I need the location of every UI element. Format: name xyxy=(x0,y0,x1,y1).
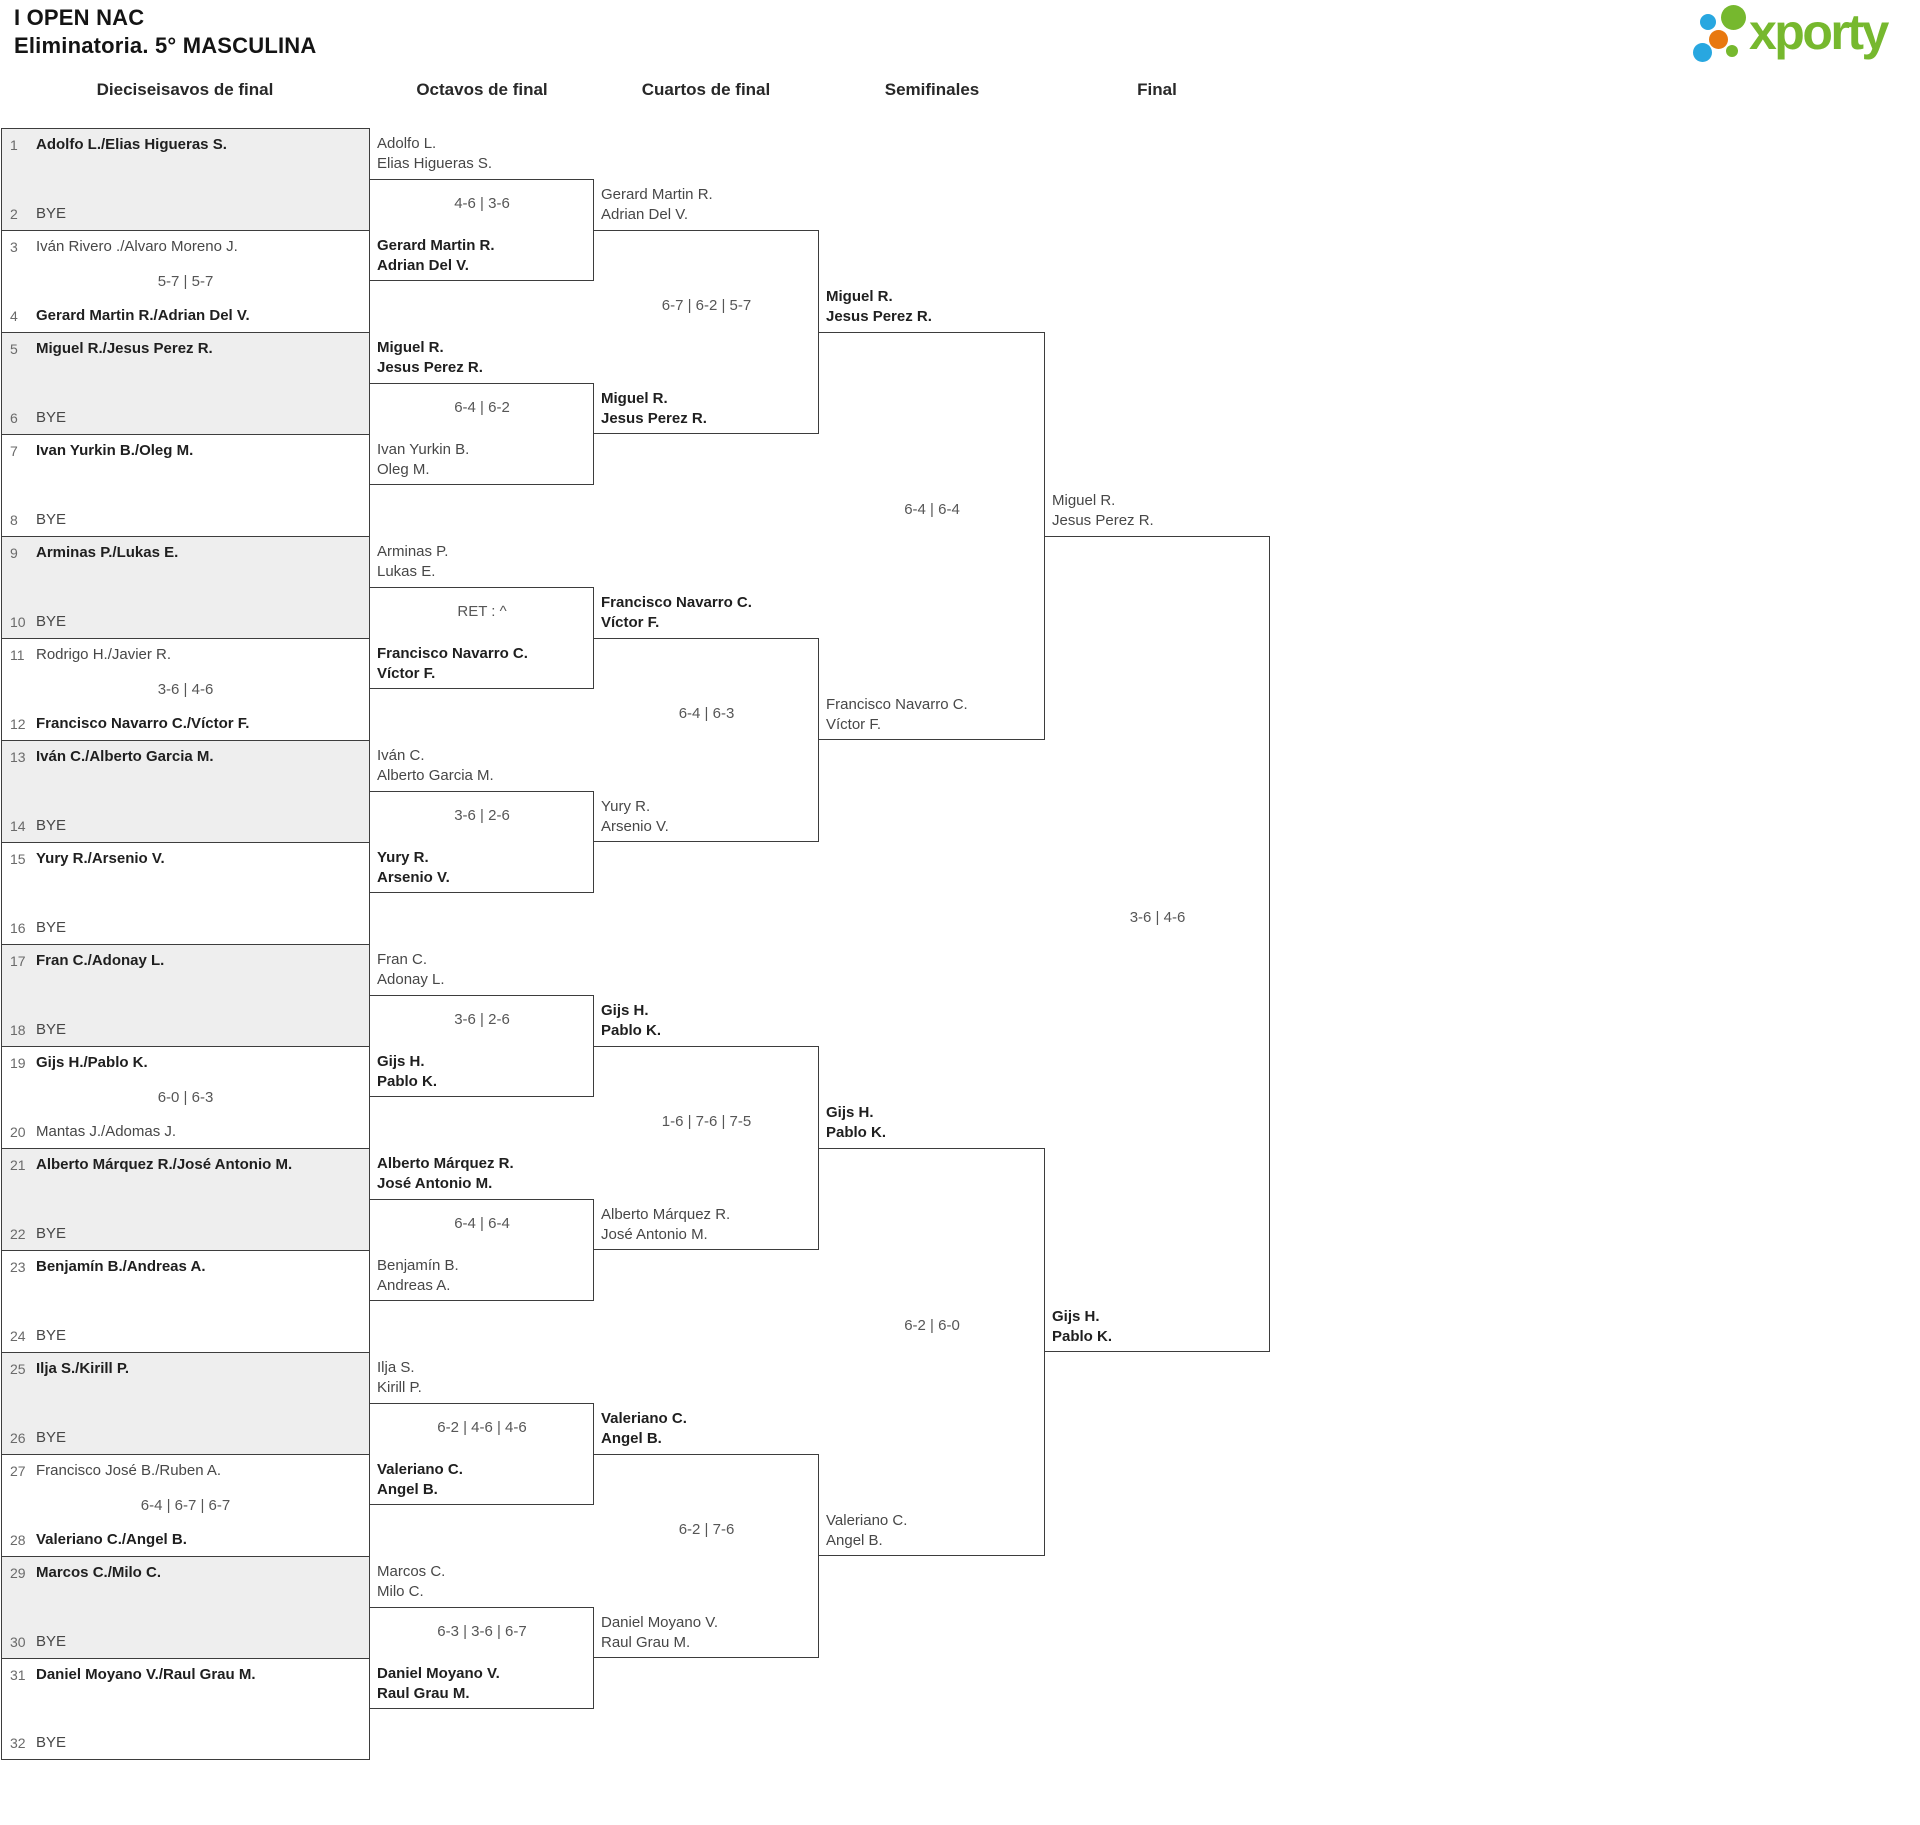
participant-name xyxy=(601,1001,661,1041)
participant-name-line: Oleg M. xyxy=(377,461,430,478)
seed-number: 13 xyxy=(10,749,26,765)
participant-name-line: José Antonio M. xyxy=(377,1175,493,1192)
bracket-slot xyxy=(10,306,361,326)
seed-number: 10 xyxy=(10,614,26,630)
match-score: 3-6 | 4-6 xyxy=(157,680,214,698)
participant-name xyxy=(377,746,494,786)
seed-number: 23 xyxy=(10,1259,26,1275)
participant-name: Mantas J./Adomas J. xyxy=(36,1123,177,1140)
participant-name xyxy=(601,1205,730,1245)
match-box xyxy=(1,1250,370,1352)
participant-name xyxy=(377,1562,445,1602)
participant-name xyxy=(377,542,448,582)
participant-name: Adolfo L./Elias Higueras S. xyxy=(36,136,227,153)
participant-name-line: Alberto Garcia M. xyxy=(377,767,494,784)
participant-name-line: Marcos C. xyxy=(377,1563,446,1580)
participant-name-line: Pablo K. xyxy=(826,1124,887,1141)
participant-name-line: Kirill P. xyxy=(377,1379,422,1396)
seed-number: 16 xyxy=(10,920,26,936)
participant-bye: BYE xyxy=(36,613,67,630)
participant-name: Ilja S./Kirill P. xyxy=(36,1360,130,1377)
match-score: 3-6 | 2-6 xyxy=(454,807,510,824)
seed-number: 12 xyxy=(10,716,26,732)
participant-name xyxy=(377,1052,437,1092)
bracket-slot xyxy=(10,510,361,530)
participant-name xyxy=(377,1358,422,1398)
participant-bye: BYE xyxy=(36,205,67,222)
participant-name: Gijs H./Pablo K. xyxy=(36,1054,148,1071)
participant-name-line: Pablo K. xyxy=(377,1073,438,1090)
bracket-slot xyxy=(10,951,361,971)
seed-number: 27 xyxy=(10,1463,26,1479)
participant-name-line: Arsenio V. xyxy=(601,818,669,835)
participant-name-line: Gijs H. xyxy=(826,1104,874,1121)
bracket-slot xyxy=(10,1359,361,1379)
seed-number: 4 xyxy=(10,308,18,324)
participant-name-line: Jesus Perez R. xyxy=(1052,512,1154,529)
participant-name xyxy=(377,848,450,888)
seed-number: 26 xyxy=(10,1430,26,1446)
match-score: 6-2 | 7-6 xyxy=(678,1521,735,1538)
match-score: 3-6 | 2-6 xyxy=(454,1011,510,1028)
seed-number: 8 xyxy=(10,512,18,528)
participant-name xyxy=(377,440,469,480)
participant-name: Fran C./Adonay L. xyxy=(36,952,165,969)
participant-bye: BYE xyxy=(36,817,67,834)
participant-name xyxy=(601,797,669,837)
seed-number: 30 xyxy=(10,1634,26,1650)
participant-name-line: Adrian Del V. xyxy=(601,206,688,223)
participant-name-line: Gijs H. xyxy=(601,1002,649,1019)
match-box xyxy=(1,1658,370,1760)
participant-bye: BYE xyxy=(36,919,67,936)
seed-number: 1 xyxy=(10,137,18,153)
participant-name-line: Pablo K. xyxy=(1052,1328,1113,1345)
match-box xyxy=(1,1556,370,1658)
bracket-slot xyxy=(10,1053,361,1073)
seed-number: 19 xyxy=(10,1055,26,1071)
match-score: 6-2 | 6-0 xyxy=(904,1317,960,1334)
seed-number: 5 xyxy=(10,341,18,357)
bracket-slot xyxy=(10,1326,361,1346)
participant-bye: BYE xyxy=(36,1327,67,1344)
bracket-slot xyxy=(10,204,361,224)
participant-name xyxy=(601,389,707,429)
seed-number: 18 xyxy=(10,1022,26,1038)
participant-name-line: Iván C. xyxy=(377,747,425,764)
match-score: 6-0 | 6-3 xyxy=(157,1088,214,1106)
participant-name: Alberto Márquez R./José Antonio M. xyxy=(36,1156,293,1173)
participant-name-line: Angel B. xyxy=(826,1532,883,1549)
participant-name: Gerard Martin R./Adrian Del V. xyxy=(36,307,250,324)
match-score: 4-6 | 3-6 xyxy=(454,195,510,212)
participant-name-line: Daniel Moyano V. xyxy=(601,1614,719,1631)
bracket-slot xyxy=(10,1665,361,1685)
participant-name: Francisco Navarro C./Víctor F. xyxy=(36,715,250,732)
participant-name-line: Gijs H. xyxy=(1052,1308,1100,1325)
match-box xyxy=(1,1046,370,1148)
round-header: Dieciseisavos de final xyxy=(96,80,274,99)
participant-name xyxy=(826,695,968,735)
participant-name xyxy=(601,1613,718,1653)
bracket-slot xyxy=(10,441,361,461)
participant-name-line: Miguel R. xyxy=(377,339,444,356)
match-score: 6-4 | 6-4 xyxy=(904,501,960,518)
participant-name xyxy=(377,950,445,990)
seed-number: 15 xyxy=(10,851,26,867)
match-box xyxy=(1,536,370,638)
bracket-slot xyxy=(10,1461,361,1481)
participant-name-line: Ilja S. xyxy=(377,1359,415,1376)
participant-name xyxy=(377,1460,463,1500)
bracket-slot xyxy=(10,408,361,428)
match-score: 6-4 | 6-7 | 6-7 xyxy=(140,1496,231,1514)
participant-name-line: Adrian Del V. xyxy=(377,257,469,274)
participant-name: Iván C./Alberto Garcia M. xyxy=(36,748,214,765)
match-box xyxy=(1,1352,370,1454)
match-score: 6-2 | 4-6 | 4-6 xyxy=(437,1419,527,1436)
participant-name: Yury R./Arsenio V. xyxy=(36,850,165,867)
participant-name xyxy=(377,644,528,684)
participant-name xyxy=(601,1409,687,1449)
seed-number: 6 xyxy=(10,410,18,426)
seed-number: 7 xyxy=(10,443,18,459)
match-box xyxy=(1,842,370,944)
bracket-slot xyxy=(10,1155,361,1175)
bracket-slot xyxy=(10,1563,361,1583)
participant-name-line: Gerard Martin R. xyxy=(377,237,495,254)
seed-number: 9 xyxy=(10,545,18,561)
seed-number: 14 xyxy=(10,818,26,834)
match-box xyxy=(1,230,370,332)
participant-name xyxy=(601,593,752,633)
match-box xyxy=(1,638,370,740)
participant-name-line: Miguel R. xyxy=(1052,492,1116,509)
bracket-slot xyxy=(10,1530,361,1550)
participant-name xyxy=(1052,1307,1112,1347)
match-box xyxy=(1,128,370,230)
participant-name-line: Raul Grau M. xyxy=(601,1634,691,1651)
match-box xyxy=(1,1454,370,1556)
seed-number: 29 xyxy=(10,1565,26,1581)
bracket-slot xyxy=(10,849,361,869)
seed-number: 28 xyxy=(10,1532,26,1548)
participant-name-line: Francisco Navarro C. xyxy=(826,696,968,713)
bracket-slot xyxy=(10,747,361,767)
participant-name xyxy=(377,338,483,378)
bracket-subtitle: Eliminatoria. 5° MASCULINA xyxy=(14,33,317,58)
participant-name-line: Francisco Navarro C. xyxy=(377,645,528,662)
participant-bye: BYE xyxy=(36,1734,67,1751)
participant-name: Iván Rivero ./Alvaro Moreno J. xyxy=(36,238,238,255)
match-box xyxy=(1,332,370,434)
participant-name-line: Adolfo L. xyxy=(377,135,437,152)
tournament-name: I OPEN NAC xyxy=(14,5,145,30)
match-score: 6-7 | 6-2 | 5-7 xyxy=(661,297,752,314)
participant-name: Arminas P./Lukas E. xyxy=(36,544,179,561)
bracket-slot xyxy=(10,135,361,155)
match-box xyxy=(1,740,370,842)
bracket-slot xyxy=(10,612,361,632)
seed-number: 31 xyxy=(10,1667,26,1683)
participant-name xyxy=(1052,491,1154,531)
participant-name-line: Valeriano C. xyxy=(601,1410,687,1427)
participant-name xyxy=(826,1511,907,1551)
match-score: 6-3 | 3-6 | 6-7 xyxy=(437,1623,527,1640)
participant-name-line: José Antonio M. xyxy=(601,1226,708,1243)
participant-name: Francisco José B./Ruben A. xyxy=(36,1462,222,1479)
participant-name-line: Lukas E. xyxy=(377,563,436,580)
participant-name-line: Fran C. xyxy=(377,951,428,968)
bracket-slot xyxy=(10,816,361,836)
participant-bye: BYE xyxy=(36,1225,67,1242)
bracket-slot xyxy=(10,714,361,734)
seed-number: 24 xyxy=(10,1328,26,1344)
participant-bye: BYE xyxy=(36,1021,67,1038)
participant-name-line: Raul Grau M. xyxy=(377,1685,470,1702)
seed-number: 20 xyxy=(10,1124,26,1140)
bracket-slot xyxy=(10,645,361,665)
bracket-slot xyxy=(10,1020,361,1040)
match-score: 5-7 | 5-7 xyxy=(157,272,214,290)
match-box xyxy=(1,434,370,536)
participant-name-line: Angel B. xyxy=(377,1481,438,1498)
bracket-slot xyxy=(10,1428,361,1448)
logo-wordmark: xporty xyxy=(1749,4,1887,60)
match-score: 1-6 | 7-6 | 7-5 xyxy=(661,1113,752,1130)
seed-number: 22 xyxy=(10,1226,26,1242)
participant-name-line: Daniel Moyano V. xyxy=(377,1665,500,1682)
match-box xyxy=(1045,536,1270,1352)
participant-bye: BYE xyxy=(36,511,67,528)
participant-name: Benjamín B./Andreas A. xyxy=(36,1258,206,1275)
participant-name-line: Valeriano C. xyxy=(377,1461,463,1478)
participant-name-line: Elias Higueras S. xyxy=(377,155,493,172)
seed-number: 2 xyxy=(10,206,18,222)
bracket-slot xyxy=(10,918,361,938)
participant-name-line: Valeriano C. xyxy=(826,1512,908,1529)
participant-name-line: Gijs H. xyxy=(377,1053,425,1070)
participant-name-line: Víctor F. xyxy=(826,716,882,733)
participant-name-line: Yury R. xyxy=(601,798,651,815)
bracket-slot xyxy=(10,1224,361,1244)
participant-name-line: Víctor F. xyxy=(601,614,660,631)
round-header: Octavos de final xyxy=(416,80,548,99)
participant-name xyxy=(826,1103,886,1143)
participant-name-line: Víctor F. xyxy=(377,665,436,682)
participant-name-line: Arminas P. xyxy=(377,543,449,560)
match-box xyxy=(819,1148,1045,1556)
match-box xyxy=(1,944,370,1046)
participant-bye: BYE xyxy=(36,1429,67,1446)
participant-name-line: Milo C. xyxy=(377,1583,424,1600)
participant-name-line: Jesus Perez R. xyxy=(826,308,932,325)
participant-name-line: Alberto Márquez R. xyxy=(601,1206,731,1223)
match-score: 6-4 | 6-4 xyxy=(454,1215,510,1232)
participant-bye: BYE xyxy=(36,409,67,426)
participant-name-line: Arsenio V. xyxy=(377,869,450,886)
participant-name-line: Miguel R. xyxy=(601,390,668,407)
participant-name-line: Adonay L. xyxy=(377,971,445,988)
seed-number: 32 xyxy=(10,1735,26,1751)
participant-name-line: Benjamín B. xyxy=(377,1257,459,1274)
match-score: 3-6 | 4-6 xyxy=(1129,909,1186,926)
round-header: Cuartos de final xyxy=(641,80,771,99)
round-header: Final xyxy=(1137,80,1177,99)
participant-name: Daniel Moyano V./Raul Grau M. xyxy=(36,1666,256,1683)
participant-name-line: Ivan Yurkin B. xyxy=(377,441,470,458)
match-box xyxy=(819,332,1045,740)
participant-name xyxy=(377,1256,459,1296)
participant-bye: BYE xyxy=(36,1633,67,1650)
participant-name-line: Yury R. xyxy=(377,849,429,866)
participant-name-line: Jesus Perez R. xyxy=(601,410,707,427)
participant-name: Rodrigo H./Javier R. xyxy=(36,646,172,663)
match-score: RET : ^ xyxy=(457,603,507,620)
seed-number: 21 xyxy=(10,1157,26,1173)
participant-name: Miguel R./Jesus Perez R. xyxy=(36,340,213,357)
bracket-slot xyxy=(10,237,361,257)
participant-name-line: Pablo K. xyxy=(601,1022,662,1039)
match-score: 6-4 | 6-3 xyxy=(678,705,735,722)
participant-name xyxy=(826,287,932,327)
participant-name: Marcos C./Milo C. xyxy=(36,1564,162,1581)
seed-number: 25 xyxy=(10,1361,26,1377)
seed-number: 11 xyxy=(10,647,25,663)
participant-name: Valeriano C./Angel B. xyxy=(36,1531,187,1548)
match-box xyxy=(1,1148,370,1250)
participant-name-line: Miguel R. xyxy=(826,288,893,305)
bracket-slot xyxy=(10,1733,361,1753)
bracket-slot xyxy=(10,1257,361,1277)
participant-name xyxy=(377,134,492,174)
match-score: 6-4 | 6-2 xyxy=(454,399,510,416)
round-header: Semifinales xyxy=(884,80,980,99)
participant-name xyxy=(377,236,495,276)
participant-name xyxy=(377,1664,500,1704)
bracket-slot xyxy=(10,1122,361,1142)
participant-name-line: Andreas A. xyxy=(377,1277,451,1294)
participant-name-line: Francisco Navarro C. xyxy=(601,594,752,611)
participant-name xyxy=(601,185,713,225)
participant-name xyxy=(377,1154,514,1194)
seed-number: 3 xyxy=(10,239,18,255)
participant-name-line: Angel B. xyxy=(601,1430,662,1447)
bracket-slot xyxy=(10,339,361,359)
participant-name-line: Alberto Márquez R. xyxy=(377,1155,514,1172)
bracket-slot xyxy=(10,543,361,563)
participant-name: Ivan Yurkin B./Oleg M. xyxy=(36,442,194,459)
participant-name-line: Jesus Perez R. xyxy=(377,359,483,376)
seed-number: 17 xyxy=(10,953,26,969)
participant-name-line: Gerard Martin R. xyxy=(601,186,713,203)
bracket-slot xyxy=(10,1632,361,1652)
